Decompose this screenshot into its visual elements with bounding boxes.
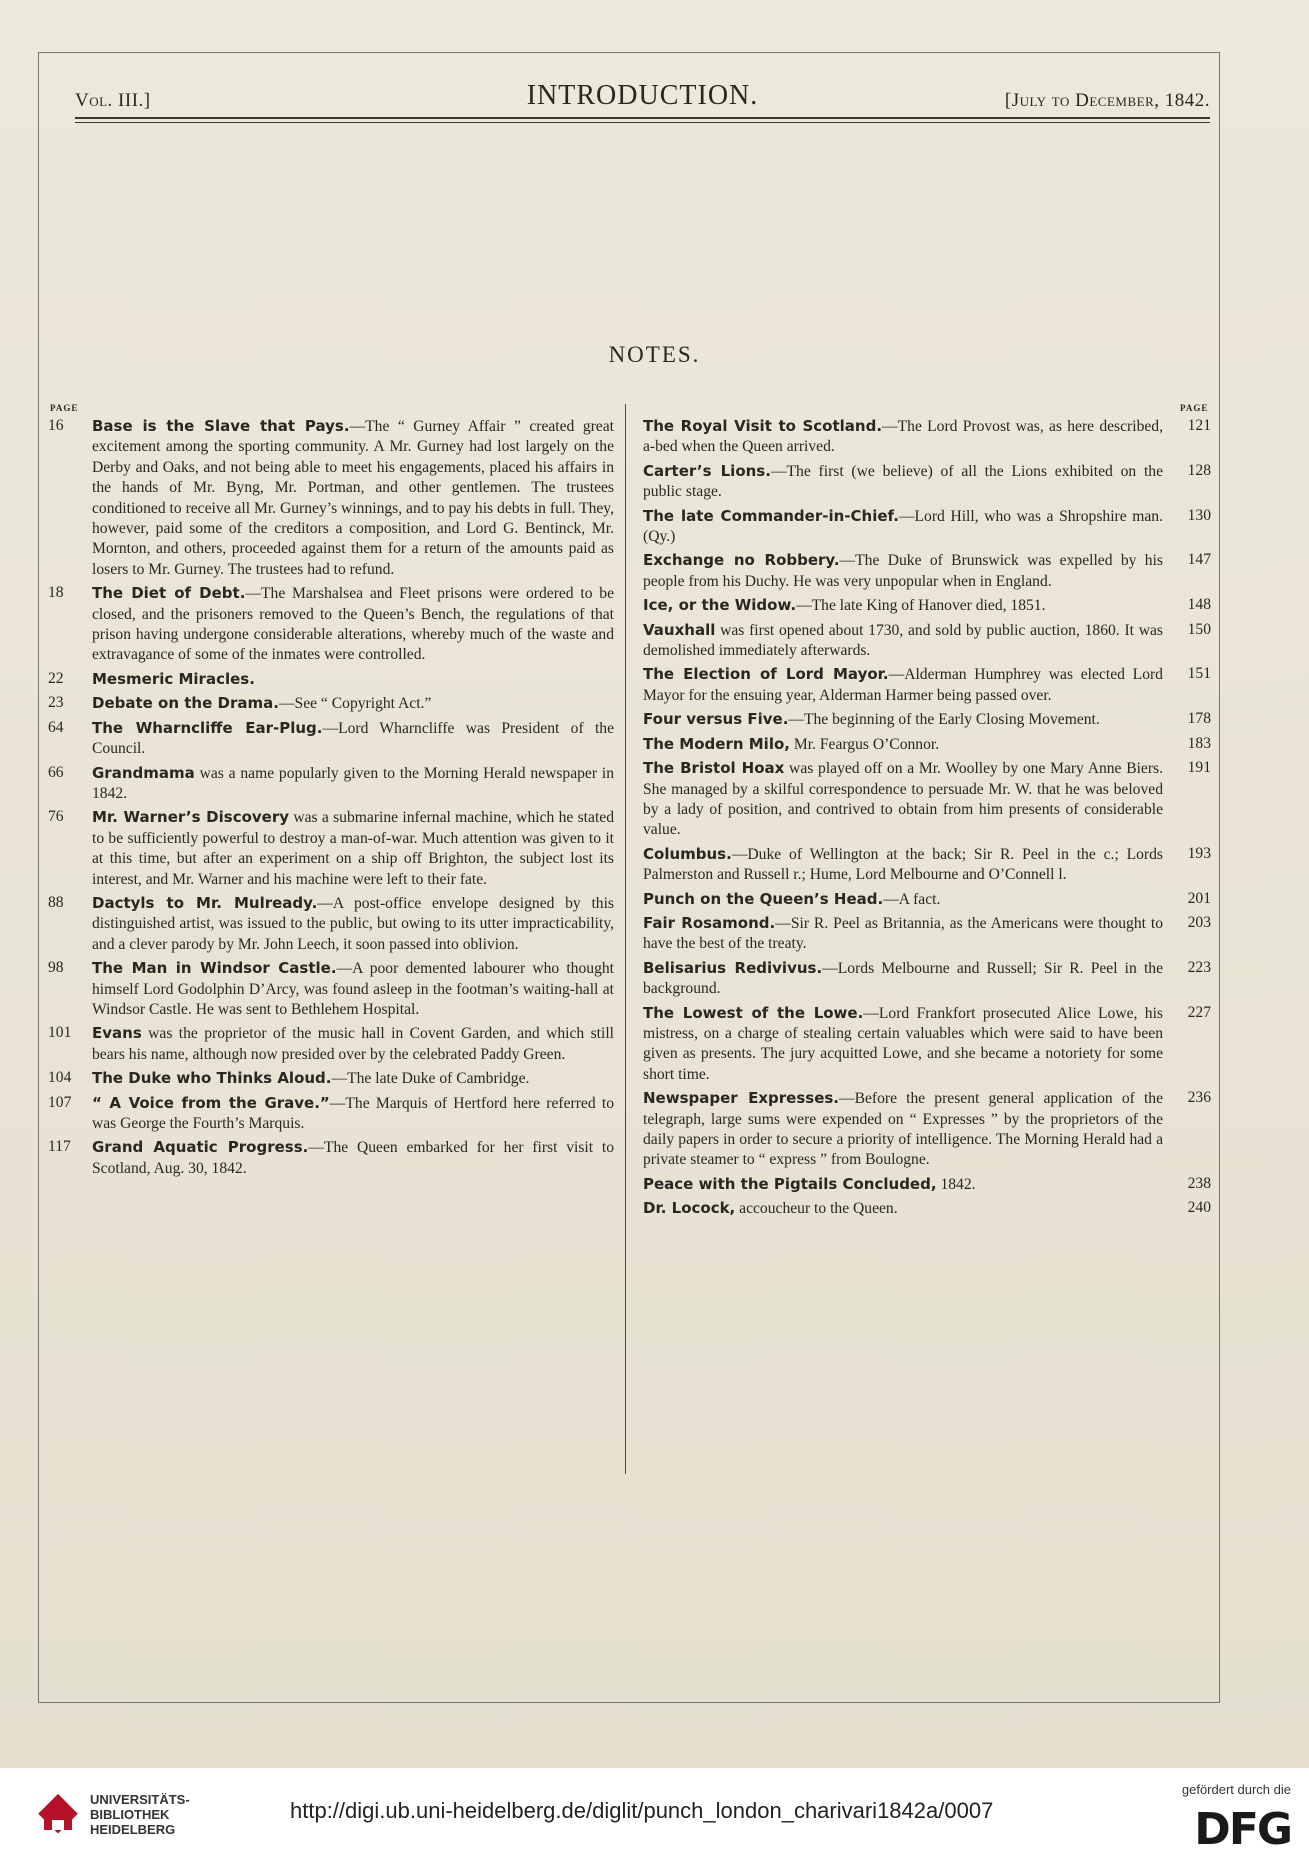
note-page-number: 66 [48, 763, 64, 781]
note-body [643, 461, 1163, 503]
section-title: NOTES. [608, 342, 701, 367]
note-entry [48, 1093, 616, 1135]
dfg-logo: DFG [1194, 1804, 1291, 1855]
note-text: —The Queen embarked for her first visit to Scotland, Aug. 30, 1842. [92, 1139, 614, 1177]
note-text: —Duke of Wellington at the back; Sir R. Peel in the c.; Lords Palmerston and Russell r.; Hume, Lord Melbourne and O’Connell l. [643, 845, 1163, 884]
note-page-number: 238 [1187, 1174, 1211, 1192]
note-page-number: 98 [48, 959, 64, 977]
note-entry [643, 734, 1211, 755]
note-entry [48, 958, 616, 1020]
note-heading: Mr. Warner’s Discovery [92, 808, 290, 827]
note-body [643, 1088, 1163, 1171]
note-text: Mr. Feargus O’Connor. [789, 735, 940, 753]
note-entry [643, 506, 1211, 548]
note-body [643, 913, 1163, 955]
note-text: —Before the present general application of the telegraph, large sums were expended on “ Expresses ” by the proprietors of the daily papers in order to secure a priority of intelligence. The Morning Herald had a private steamer to “ express ” from Boulogne. [643, 1090, 1163, 1169]
note-body [92, 893, 616, 955]
note-page-number: 203 [1187, 913, 1211, 931]
note-text: —A poor demented labourer who thought himself Lord Godolphin D’Arcy, was found asleep in the footman’s waiting-hall at Windsor Castle. He was sent to Bethlehem Hospital. [92, 960, 614, 1018]
note-body [643, 664, 1163, 706]
note-page-number: 104 [48, 1069, 72, 1087]
note-body [643, 844, 1163, 886]
note-heading: Vauxhall [643, 620, 716, 639]
note-page-number: 223 [1187, 958, 1211, 976]
right-page-label: PAGE [1180, 403, 1209, 413]
note-entry [643, 1088, 1211, 1171]
note-entry [48, 669, 616, 690]
note-heading: The Duke who Thinks Aloud. [92, 1069, 332, 1088]
note-entry [48, 416, 616, 580]
right-column [643, 416, 1211, 1223]
note-page-number: 22 [48, 669, 64, 687]
note-page-number: 191 [1187, 759, 1211, 777]
note-entry [643, 1174, 1211, 1195]
note-body [92, 718, 616, 760]
note-entry [643, 844, 1211, 886]
note-text: —Lords Melbourne and Russell; Sir R. Peel in the background. [643, 959, 1164, 998]
note-text: was played off on a Mr. Woolley by one Mary Anne Biers. She managed by a skilful correspondence to persuade Mr. W. that he was beloved by a lady of position, and contrived to obtain from him presents of considerable value. [643, 760, 1164, 839]
footer-bar [0, 1768, 1309, 1864]
note-text: was the proprietor of the music hall in Covent Garden, and which still bears his name, although now presided over by the celebrated Paddy Green. [92, 1025, 614, 1063]
note-heading: Newspaper Expresses. [643, 1089, 840, 1108]
note-page-number: 18 [48, 584, 64, 602]
note-heading: Columbus. [643, 844, 732, 863]
note-body [92, 1137, 616, 1179]
university-seal-icon [34, 1790, 82, 1838]
left-column [48, 416, 616, 1182]
note-heading: Evans [92, 1024, 142, 1043]
note-text: was a name popularly given to the Morning Herald newspaper in 1842. [92, 764, 614, 802]
note-heading: Debate on the Drama. [92, 694, 279, 713]
note-text: 1842. [936, 1175, 976, 1193]
note-heading: The Lowest of the Lowe. [643, 1003, 864, 1022]
note-text: —The beginning of the Early Closing Movement. [788, 711, 1100, 729]
note-heading: The late Commander-in-Chief. [643, 506, 899, 525]
note-page-number: 107 [48, 1093, 72, 1111]
note-page-number: 130 [1187, 506, 1211, 524]
note-body [92, 763, 616, 805]
note-heading: Fair Rosamond. [643, 913, 776, 932]
note-entry [48, 807, 616, 890]
note-page-number: 150 [1187, 620, 1211, 638]
note-heading: Punch on the Queen’s Head. [643, 889, 884, 908]
running-header [75, 80, 1210, 116]
note-text: —Lord Hill, who was a Shropshire man. (Qy.) [643, 507, 1163, 546]
note-text: —Lord Frankfort prosecuted Alice Lowe, his mistress, on a charge of stealing certain valuables which were said to have been given as presents. The jury acquitted Lowe, and she became a notoriety for some short time. [643, 1004, 1163, 1083]
note-text: —The Duke of Brunswick was expelled by his people from his Duchy. He was very unpopular when in England. [643, 552, 1163, 590]
note-page-number: 178 [1187, 710, 1211, 728]
note-text: —The late Duke of Cambridge. [331, 1070, 530, 1088]
note-body [643, 506, 1163, 548]
note-text: was a submarine infernal machine, which he stated to be sufficiently powerful to destroy a man-of-war. Much attention was given to it at this time, but after an experiment on a ship off Brighton, the subject lost its interest, and Mr. Warner and his machine were left to their fate. [92, 809, 614, 888]
note-text: —A fact. [883, 890, 941, 908]
note-body [643, 595, 1163, 616]
note-text: —See “ Copyright Act.” [278, 695, 432, 713]
note-heading: The Diet of Debt. [92, 584, 246, 603]
volume-label: Vol. III.] [75, 90, 151, 111]
note-page-number: 16 [48, 417, 64, 434]
note-page-number: 117 [48, 1138, 71, 1156]
note-text: accoucheur to the Queen. [735, 1200, 898, 1218]
note-heading: The Modern Milo, [643, 734, 790, 753]
note-body [643, 416, 1163, 458]
note-entry [48, 1023, 616, 1065]
note-body [643, 709, 1163, 730]
note-heading: Exchange no Robbery. [643, 551, 840, 570]
note-page-number: 101 [48, 1024, 72, 1042]
note-entry [643, 709, 1211, 730]
column-divider [625, 404, 626, 1474]
note-page-number: 121 [1187, 417, 1211, 434]
note-entry [643, 1003, 1211, 1086]
note-heading: “ A Voice from the Grave.” [92, 1093, 330, 1112]
note-entry [48, 893, 616, 955]
note-entry [643, 664, 1211, 706]
note-heading: Mesmeric Miracles. [92, 669, 255, 688]
funded-by-label: gefördert durch die [1181, 1782, 1291, 1797]
note-heading: The Man in Windsor Castle. [92, 959, 337, 978]
note-page-number: 236 [1187, 1089, 1211, 1107]
note-entry [643, 1198, 1211, 1219]
note-entry [48, 693, 616, 714]
header-title: INTRODUCTION. [526, 80, 759, 111]
note-body [643, 758, 1163, 841]
note-page-number: 201 [1187, 889, 1211, 907]
note-text: —The late King of Hanover died, 1851. [796, 597, 1046, 615]
note-page-number: 148 [1187, 596, 1211, 614]
note-text: —The Marquis of Hertford here referred to was George the Fourth’s Marquis. [92, 1094, 614, 1132]
note-body [92, 669, 616, 690]
note-heading: The Royal Visit to Scotland. [643, 417, 883, 435]
note-entry [643, 958, 1211, 1000]
note-body [643, 889, 1163, 910]
note-text: —A post-office envelope designed by this distinguished artist, was issued to the public, but owing to its utter impracticability, and a clever parody by Mr. John Leech, it soon passed into oblivion. [92, 894, 614, 953]
note-heading: Grandmama [92, 763, 195, 782]
note-text: —The Marshalsea and Fleet prisons were ordered to be closed, and the prisoners removed to the Queen’s Bench, the regulations of that prison having undergone considerable alterations, whereby much of the waste and extravagance of some of the inmates were controlled. [92, 585, 615, 664]
note-heading: Dactyls to Mr. Mulready. [92, 893, 318, 912]
note-heading: Carter’s Lions. [643, 461, 771, 480]
note-body [92, 416, 616, 580]
note-body [92, 1093, 616, 1135]
note-page-number: 147 [1187, 551, 1211, 569]
note-heading: Grand Aquatic Progress. [92, 1138, 309, 1157]
note-heading: Peace with the Pigtails Concluded, [643, 1174, 937, 1193]
note-body [92, 1068, 616, 1089]
note-page-number: 227 [1187, 1003, 1211, 1021]
note-entry [48, 1068, 616, 1089]
note-page-number: 23 [48, 694, 64, 712]
note-entry [643, 461, 1211, 503]
note-page-number: 193 [1187, 844, 1211, 862]
note-entry [643, 620, 1211, 662]
note-entry [643, 595, 1211, 616]
note-body [643, 1174, 1163, 1195]
note-body [643, 1198, 1163, 1219]
note-page-number: 76 [48, 808, 64, 826]
note-entry [643, 758, 1211, 841]
note-entry [48, 583, 616, 666]
note-body [643, 958, 1163, 1000]
note-body [92, 583, 616, 666]
university-name: UNIVERSITÄTS- BIBLIOTHEK HEIDELBERG [90, 1792, 190, 1837]
header-rule-thick [75, 117, 1210, 119]
note-page-number: 151 [1187, 665, 1211, 683]
note-entry [48, 763, 616, 805]
note-body [92, 1023, 616, 1065]
note-body [643, 1003, 1163, 1086]
note-text: —Alderman Humphrey was elected Lord Mayor for the ensuing year, Alderman Harmer being passed over. [643, 666, 1163, 704]
note-page-number: 88 [48, 893, 64, 911]
note-entry [643, 550, 1211, 592]
note-entry [48, 718, 616, 760]
note-body [92, 807, 616, 890]
note-entry [643, 416, 1211, 458]
note-heading: The Wharncliffe Ear-Plug. [92, 718, 323, 737]
note-text: —The “ Gurney Affair ” created great excitement among the sporting community. A Mr. Gurney had lost largely on the Derby and Oaks, and not being able to meet his engagements, placed his affairs in the hands of Mr. Byng, Mr. Portman, and other gentlemen. The trustees conditioned to receive all Mr. Gurney’s winnings, and to pay his debts in full. They, however, paid some of the creditors a composition, and Lord G. Bentinck, Mr. Mornton, and others, proceeded against them for a return of the amounts paid as losers to Mr. Gurney. The trustees had to refund. [92, 418, 614, 578]
note-body [643, 550, 1163, 592]
left-page-label: PAGE [50, 403, 79, 413]
note-body [92, 693, 616, 714]
note-body [92, 958, 616, 1020]
header-rule-thin [75, 122, 1210, 123]
note-text: was first opened about 1730, and sold by public auction, 1860. It was demolished immediately afterwards. [643, 621, 1163, 660]
note-text: —The first (we believe) of all the Lions exhibited on the public stage. [643, 462, 1163, 501]
note-heading: Four versus Five. [643, 710, 789, 729]
note-heading: Dr. Locock, [643, 1199, 736, 1218]
note-body [643, 734, 1163, 755]
note-heading: Base is the Slave that Pays. [92, 417, 350, 435]
note-body [643, 620, 1163, 662]
note-text: —Sir R. Peel as Britannia, as the Americans were thought to have the best of the treaty. [643, 914, 1164, 953]
note-page-number: 240 [1187, 1199, 1211, 1217]
note-entry [643, 889, 1211, 910]
source-url[interactable]: http://digi.ub.uni-heidelberg.de/diglit/punch_london_charivari1842a/0007 [290, 1798, 994, 1823]
note-page-number: 183 [1187, 734, 1211, 752]
note-entry [643, 913, 1211, 955]
note-page-number: 64 [48, 718, 64, 736]
note-text: —Lord Wharncliffe was President of the Council. [92, 719, 614, 758]
note-heading: Belisarius Redivivus. [643, 958, 823, 977]
note-heading: The Bristol Hoax [643, 759, 785, 778]
note-heading: Ice, or the Widow. [643, 596, 797, 615]
note-page-number: 128 [1187, 461, 1211, 479]
note-text: —The Lord Provost was, as here described, a-bed when the Queen arrived. [643, 418, 1163, 456]
note-entry [48, 1137, 616, 1179]
date-range: [July to December, 1842. [1004, 90, 1210, 111]
note-heading: The Election of Lord Mayor. [643, 665, 889, 684]
